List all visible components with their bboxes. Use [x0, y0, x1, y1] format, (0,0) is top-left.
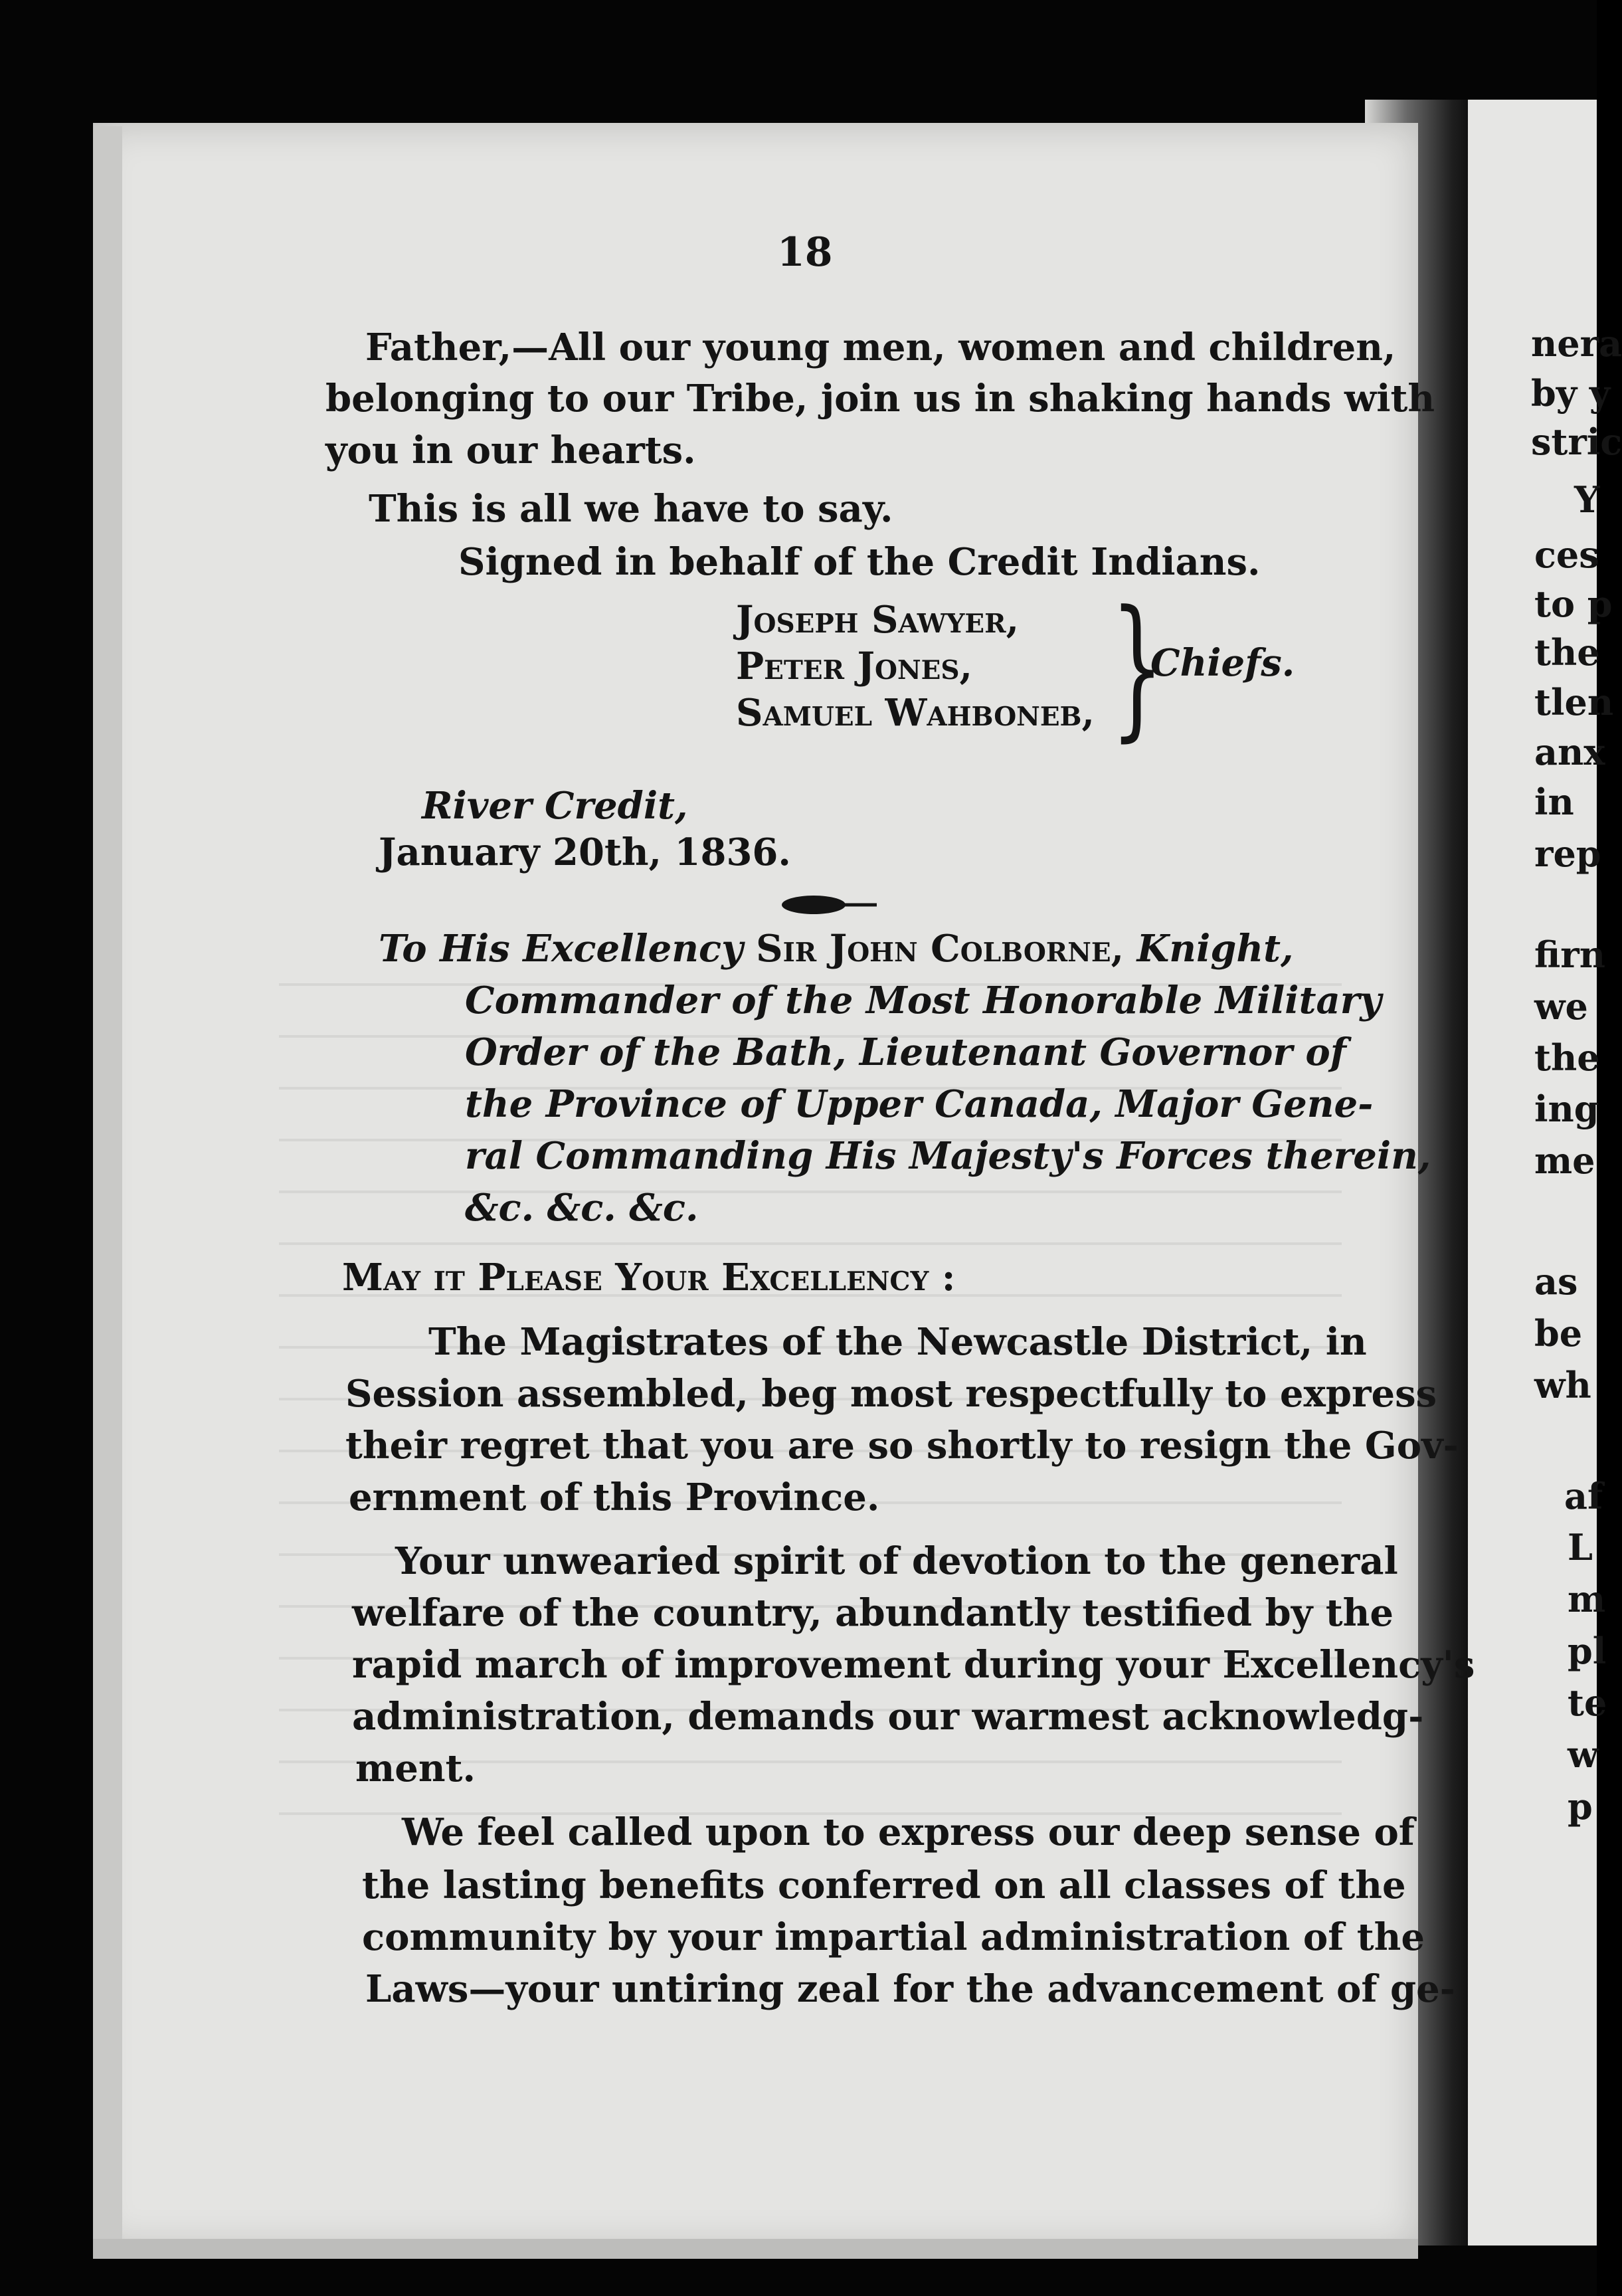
- facing-fragment: stric: [1531, 421, 1622, 463]
- address-prefix: To His Excellency: [379, 927, 743, 971]
- signatory-name: Joseph Sawyer,: [736, 598, 1020, 642]
- address-line: &c. &c. &c.: [465, 1186, 699, 1230]
- paragraph-line: Session assembled, beg most respectfully to express: [345, 1372, 1437, 1416]
- facing-fragment: pl: [1568, 1630, 1607, 1672]
- facing-fragment: to p: [1534, 583, 1613, 625]
- facing-fragment: in: [1534, 781, 1574, 823]
- facing-fragment: ces: [1534, 533, 1599, 576]
- paragraph-line: Your unwearied spirit of devotion to the general: [395, 1539, 1398, 1583]
- paragraph-line: The Magistrates of the Newcastle District, in: [428, 1320, 1367, 1364]
- facing-fragment: as: [1534, 1260, 1578, 1303]
- page-number: 18: [777, 229, 833, 276]
- facing-fragment: m: [1568, 1578, 1606, 1620]
- facing-fragment: af: [1564, 1475, 1603, 1517]
- paragraph-line: welfare of the country, abundantly testified by the: [352, 1591, 1394, 1635]
- paragraph-line: ment.: [355, 1747, 476, 1790]
- signatory-role: Chiefs.: [1150, 641, 1295, 685]
- paragraph-line: the lasting benefits conferred on all classes of the: [362, 1864, 1406, 1907]
- facing-fragment: Y: [1574, 478, 1600, 521]
- facing-fragment: p: [1568, 1785, 1593, 1828]
- address-line: ral Commanding His Majesty's Forces therein,: [465, 1134, 1431, 1178]
- salutation: May it Please Your Excellency :: [342, 1256, 956, 1299]
- facing-fragment: w: [1568, 1733, 1599, 1776]
- body-line: Father,—All our young men, women and children,: [365, 326, 1396, 369]
- facing-fragment: the: [1534, 631, 1600, 674]
- facing-fragment: ing: [1534, 1088, 1599, 1130]
- facing-fragment: me: [1534, 1139, 1595, 1182]
- brace-symbol: }: [1111, 579, 1164, 756]
- address-line: Commander of the Most Honorable Military: [465, 979, 1382, 1022]
- facing-fragment: firn: [1534, 933, 1605, 976]
- facing-fragment: anx: [1534, 731, 1605, 773]
- body-line: you in our hearts.: [325, 429, 696, 472]
- signatory-name: Samuel Wahboneb,: [736, 691, 1095, 735]
- paragraph-line: community by your impartial administration of the: [362, 1915, 1425, 1959]
- facing-fragment: be: [1534, 1312, 1583, 1355]
- facing-fragment: nera: [1531, 322, 1622, 365]
- facing-fragment: L: [1568, 1526, 1593, 1569]
- date-line: January 20th, 1836.: [379, 830, 791, 874]
- body-line: belonging to our Tribe, join us in shaking hands with: [325, 377, 1435, 421]
- facing-fragment: rep: [1534, 832, 1601, 875]
- body-line: This is all we have to say.: [369, 487, 893, 531]
- address-line: Order of the Bath, Lieutenant Governor of: [465, 1030, 1346, 1074]
- signature-line: Signed in behalf of the Credit Indians.: [458, 540, 1261, 584]
- place-line: River Credit,: [422, 784, 688, 828]
- address-title: Knight,: [1136, 927, 1294, 971]
- signatory-name: Peter Jones,: [736, 644, 972, 688]
- facing-fragment: tlen: [1534, 681, 1614, 723]
- facing-fragment: we: [1534, 985, 1588, 1028]
- facing-fragment: wh: [1534, 1364, 1591, 1406]
- facing-fragment: te: [1568, 1681, 1607, 1724]
- paragraph-line: Laws—your untiring zeal for the advancement of ge-: [365, 1967, 1455, 2011]
- address-name: Sir John Colborne,: [756, 927, 1125, 971]
- paragraph-line: their regret that you are so shortly to resign the Gov-: [345, 1424, 1459, 1468]
- paragraph-line: We feel called upon to express our deep sense of: [402, 1810, 1415, 1854]
- facing-fragment: by y: [1531, 372, 1611, 415]
- address-line: the Province of Upper Canada, Major Gene-: [465, 1082, 1374, 1126]
- paragraph-line: ernment of this Province.: [349, 1476, 880, 1519]
- paragraph-line: rapid march of improvement during your Excellency's: [352, 1643, 1475, 1687]
- paragraph-line: administration, demands our warmest acknowledg-: [352, 1695, 1424, 1739]
- facing-fragment: the: [1534, 1036, 1600, 1079]
